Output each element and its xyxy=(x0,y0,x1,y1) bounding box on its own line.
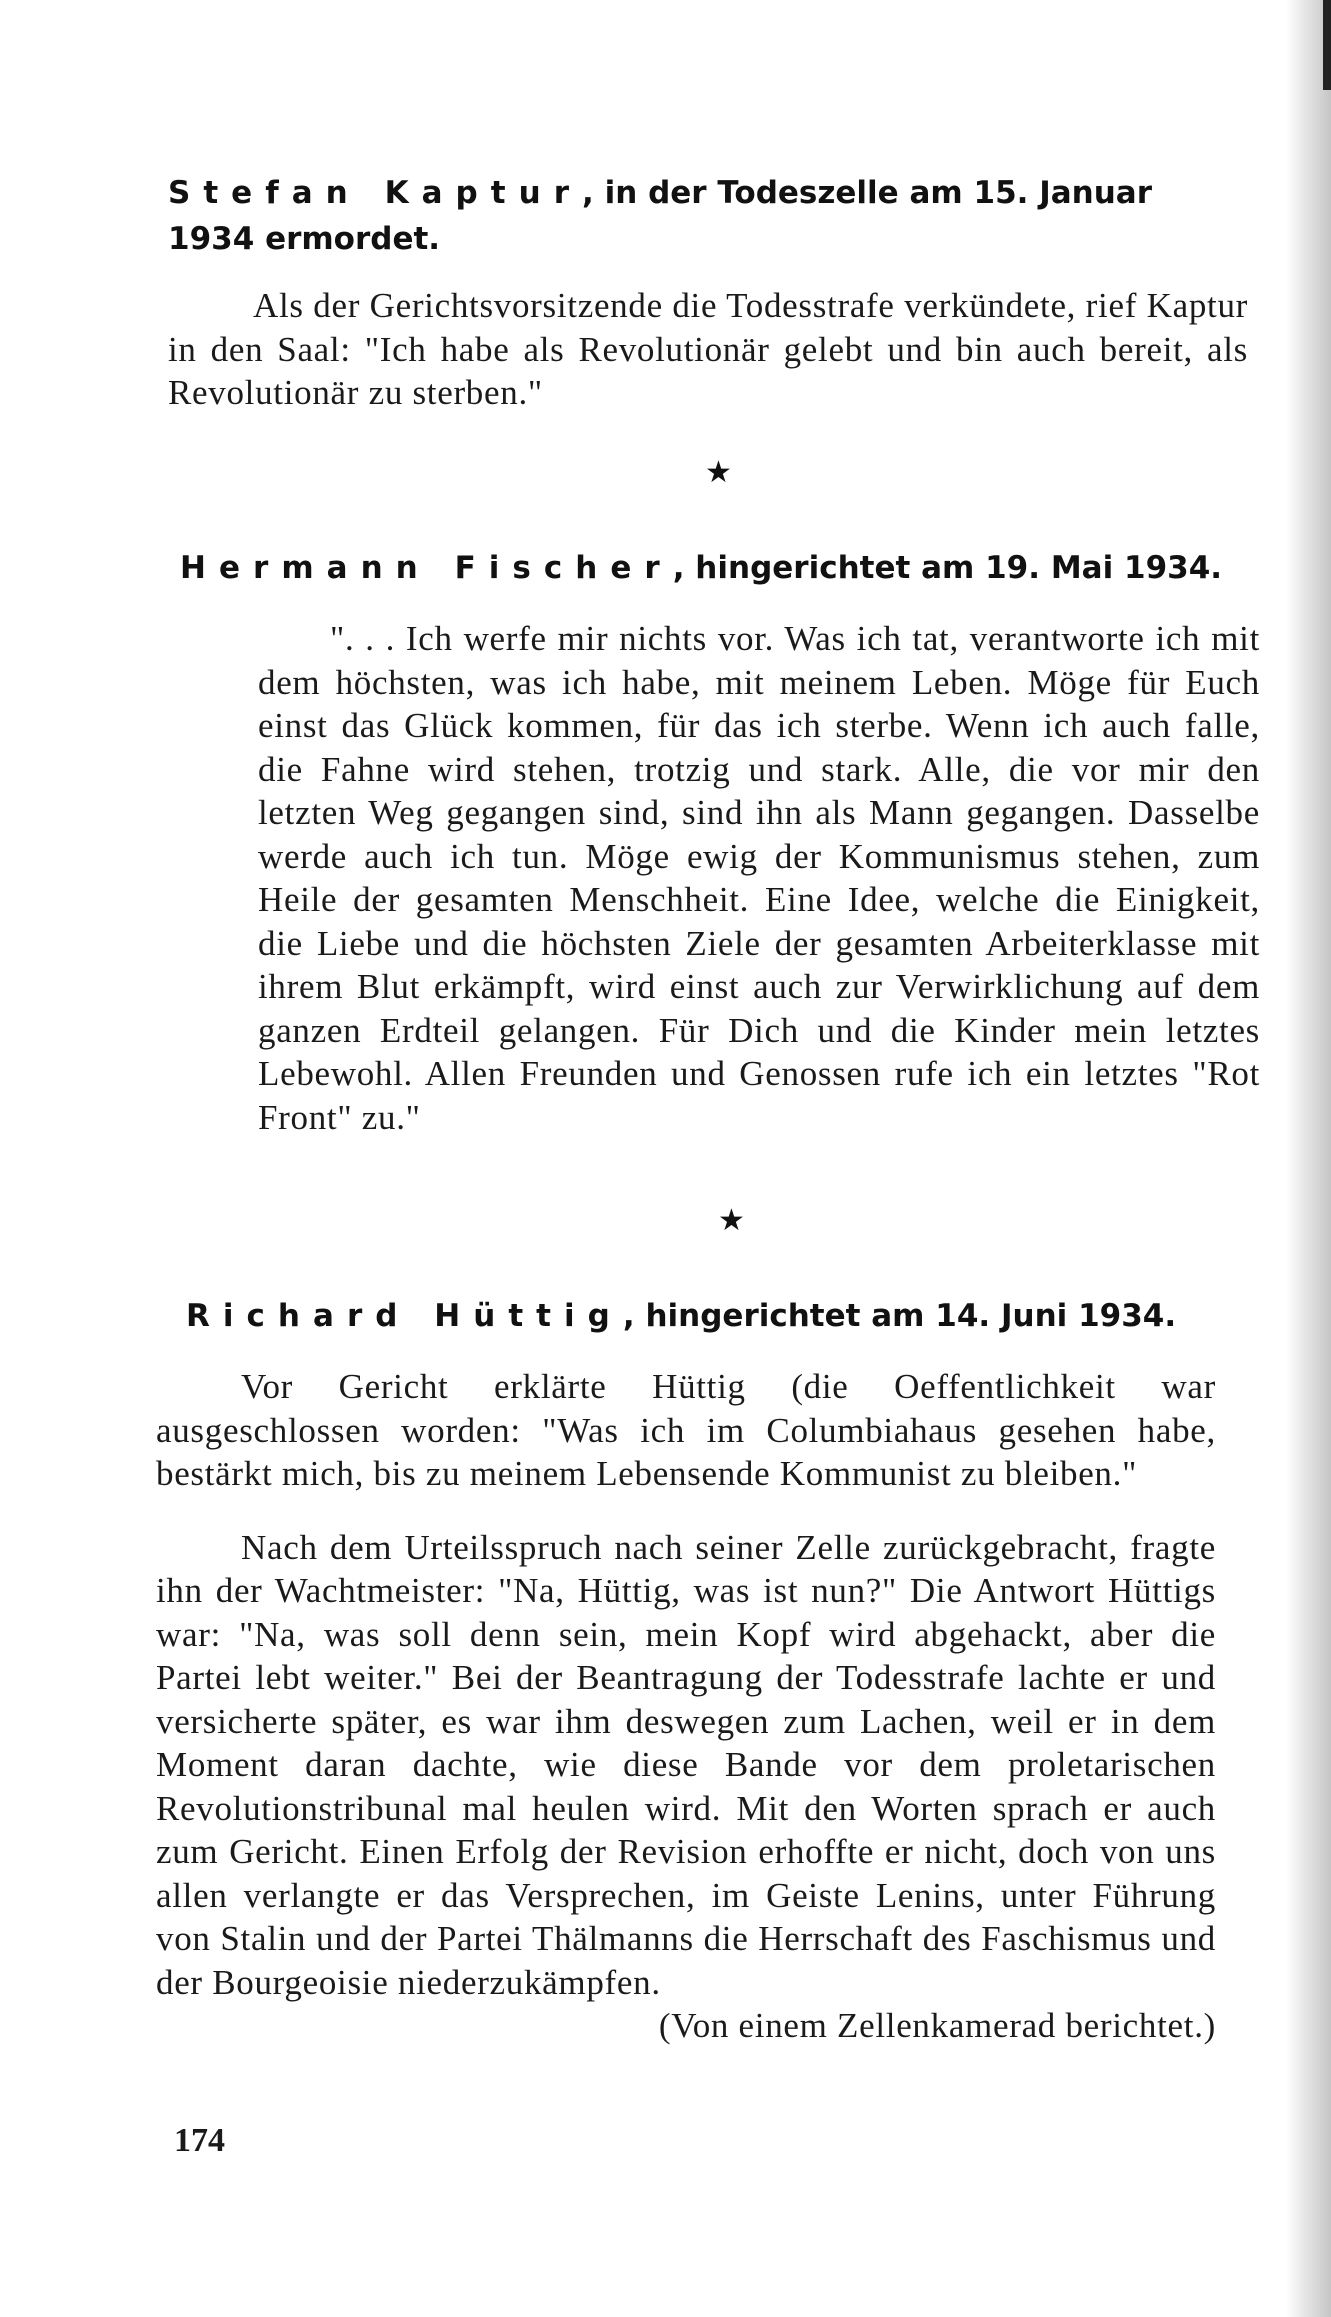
section-heading xyxy=(186,1293,1266,1339)
paragraph: Vor Gericht erklärte Hüttig (die Oeffentlichkeit war ausgeschlossen worden: "Was ich im Columbiahaus gesehen habe, bestärkt mich, bis zu meinem Lebensende Kommunist zu bleiben." xyxy=(156,1367,1216,1493)
paragraph xyxy=(156,1526,1216,2045)
paragraph-text: Nach dem Urteilsspruch nach seiner Zelle zurückgebracht, fragte ihn der Wachtmeister: "Na, Hüttig, was ist nun?" Die Antwort Hüttigs war: "Na, was soll denn sein, mein Kopf wird abgehackt, aber die Partei lebt weiter." Bei der Beantragung der Todesstrafe lachte er und versicherte später, es war ihm deswegen zum Lachen, weil er in dem Moment daran dachte, wie diese Bande vor dem proletarischen Revolutionstribunal mal heulen wird. Mit den Worten sprach er auch zum Gericht. Einen Erfolg der Revision erhoffte er nicht, doch von uns allen verlangte er das Versprechen, im Geiste Lenins, unter Führung von Stalin und der Partei Thälmanns die Herrschaft des Faschismus und der Bourgeoisie niederzukämpfen. xyxy=(156,1527,1216,2002)
paragraph: Als der Gerichtsvorsitzende die Todesstrafe verkündete, rief Kaptur in den Saal: "Ich habe als Revolutionär gelebt und bin auch bereit, als Revolutionär zu sterben." xyxy=(168,286,1248,412)
section-heading xyxy=(180,545,1260,591)
heading-rest: , hingerichtet am 14. Juni 1934. xyxy=(622,1298,1177,1334)
heading-name: Richard Hüttig xyxy=(186,1298,623,1334)
heading-rest: , hingerichtet am 19. Mai 1934. xyxy=(672,550,1223,586)
section-huettig xyxy=(156,1293,1266,2048)
attribution: (Von einem Zellenkamerad berichtet.) xyxy=(658,2006,1216,2045)
heading-rest: , in der Todeszelle am 15. Januar 1934 ermordet. xyxy=(168,175,1153,257)
paragraph: ". . . Ich werfe mir nichts vor. Was ich tat, verantworte ich mit dem höchsten, was ich habe, mit meinem Leben. Möge für Euch einst das Glück kommen, für das ich sterbe. Wenn ich auch falle, die Fahne wird stehen, trotzig und stark. Alle, die vor mir den letzten Weg gegangen sind, sind ihn als Mann gegangen. Dasselbe werde auch ich tun. Möge ewig der Kommunismus stehen, zum Heile der gesamten Menschheit. Eine Idee, welche die Einigkeit, die Liebe und die höchsten Ziele der gesamten Arbeiterklasse mit ihrem Blut erkämpft, wird einst auch zur Verwirklichung auf dem ganzen Erdteil gelangen. Für Dich und die Kinder mein letztes Lebewohl. Allen Freunden und Genossen rufe ich ein letztes "Rot Front" zu." xyxy=(258,619,1260,1137)
page-number: 174 xyxy=(174,2122,225,2159)
separator-star-icon: ★ xyxy=(705,455,732,490)
separator-star-icon: ★ xyxy=(718,1203,745,1238)
page-edge-shadow xyxy=(1286,0,1331,2317)
page-edge-mark xyxy=(1323,0,1331,90)
section-heading xyxy=(168,170,1248,262)
letter-quote xyxy=(258,617,1260,1139)
heading-name: Stefan Kaptur xyxy=(168,175,583,211)
heading-name: Hermann Fischer xyxy=(180,550,673,586)
section-fischer xyxy=(180,545,1260,1139)
section-kaptur xyxy=(168,170,1248,415)
